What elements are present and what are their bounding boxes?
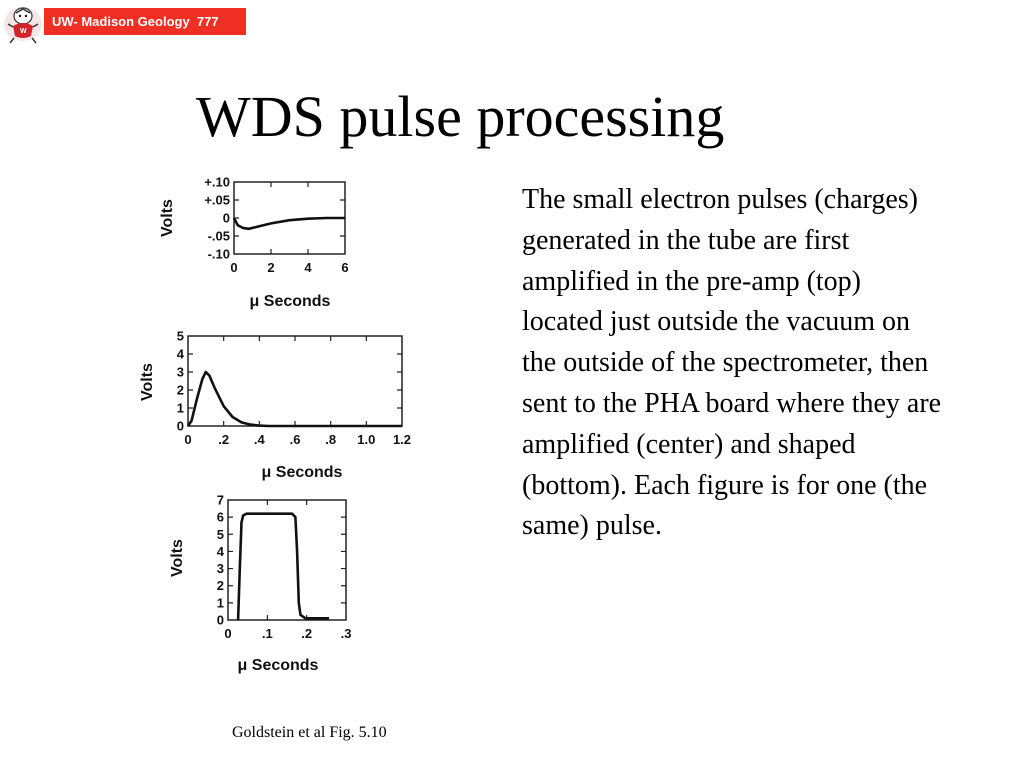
x-tick-label: .8 [325,432,337,447]
body-text: The small electron pulses (charges) generated in the tube are first amplified in the pre-amp (top) located just outside the vacuum on the outside of the spectrometer, then sent to the PHA board where they are amplified (center) and shaped (bottom). Each figure is for one (the same) pulse. [522,184,942,542]
y-tick-label: 1 [176,400,184,416]
preamp-pulse-plot [150,170,360,315]
x-axis-label: μ Seconds [249,293,331,310]
y-tick-label: 4 [176,346,184,362]
y-axis-label: Volts [159,199,176,237]
x-tick-label: 2 [267,260,275,275]
x-tick-label: .2 [301,626,313,641]
x-tick-label: 0 [184,432,192,447]
x-tick-label: .2 [218,432,230,447]
y-tick-label: 2 [176,382,184,398]
shaped-pulse-plot [160,492,360,677]
y-axis-label: Volts [139,363,156,401]
bucky-badger-mascot-icon [0,0,46,44]
x-tick-label: .6 [289,432,301,447]
plot-frame [188,336,402,426]
y-axis-label: Volts [169,539,186,577]
y-tick-label: 1 [216,595,224,611]
x-tick-label: 6 [341,260,349,275]
y-tick-label: 0 [176,418,184,434]
y-tick-label: -.05 [207,228,230,244]
y-tick-label: 6 [216,509,224,525]
x-tick-label: 0 [224,626,232,641]
x-tick-label: .4 [253,432,265,447]
y-tick-label: -.10 [207,246,230,262]
x-tick-label: 1.0 [357,432,376,447]
y-tick-label: +.05 [204,192,230,208]
x-tick-label: 1.2 [392,432,412,447]
y-tick-label: 7 [216,492,224,508]
x-tick-label: .3 [340,626,352,641]
pulse-curve [234,218,345,229]
x-axis-label: μ Seconds [237,657,319,674]
y-tick-label: 4 [216,543,224,559]
slide-title: WDS pulse processing [196,84,725,149]
y-tick-label: 0 [222,210,230,226]
pulse-curve [188,372,402,426]
x-tick-label: 4 [304,260,312,275]
x-tick-label: 0 [230,260,238,275]
y-tick-label: 3 [216,561,224,577]
x-axis-label: μ Seconds [261,464,343,481]
svg-text:W: W [20,28,27,35]
y-tick-label: 0 [216,612,224,628]
amplified-pulse-plot [130,322,430,484]
y-tick-label: 3 [176,364,184,380]
y-tick-label: 5 [216,526,224,542]
y-tick-label: +.10 [204,174,230,190]
y-tick-label: 2 [216,578,224,594]
x-tick-label: .1 [261,626,273,641]
pulse-curve [238,514,329,620]
course-badge: UW- Madison Geology 777 [44,8,246,35]
plot-frame [228,500,346,620]
y-tick-label: 5 [176,328,184,344]
figure-caption: Goldstein et al Fig. 5.10 [232,724,387,741]
